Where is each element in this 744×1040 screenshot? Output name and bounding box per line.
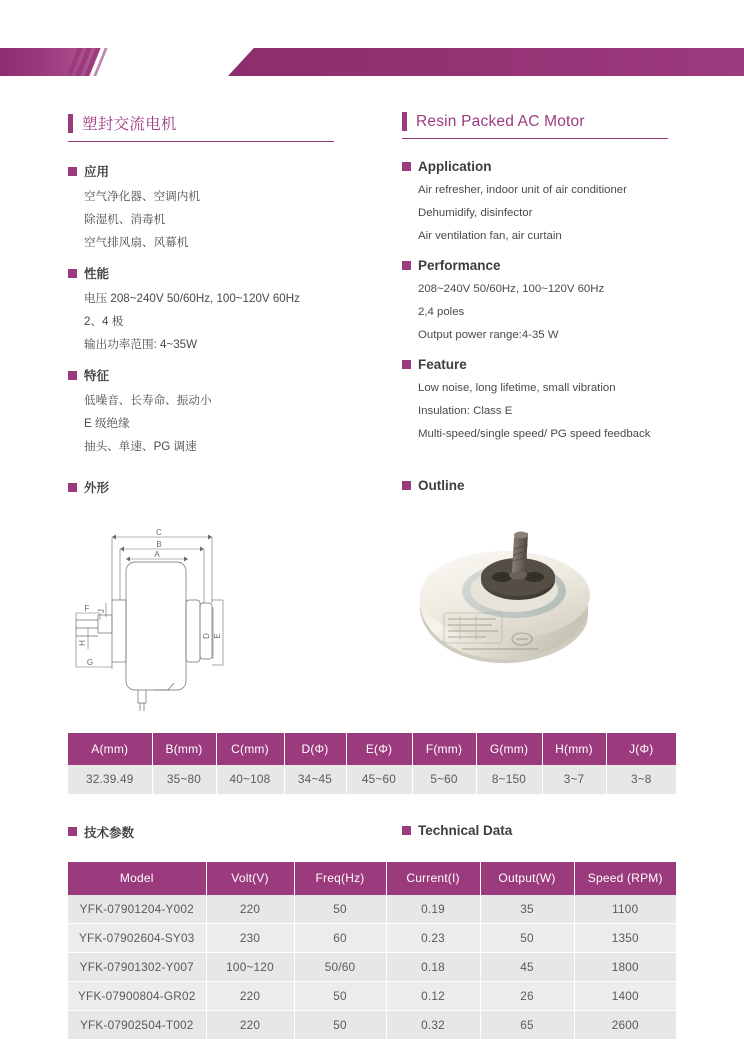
cell-model: YFK-07901302-Y007 (68, 953, 206, 982)
dim-label-A: A (154, 550, 160, 559)
body-line: 电压 208~240V 50/60Hz, 100~120V 60Hz (68, 287, 334, 310)
section-heading-tech-cn (68, 823, 334, 841)
outline-heading-row (0, 472, 744, 501)
dim-header-G: G(mm) (476, 733, 542, 765)
tech-header-model: Model (68, 862, 206, 895)
english-product-title (402, 112, 668, 139)
outline-heading-right (402, 472, 668, 501)
bullet-square-icon (68, 483, 77, 492)
body-line: Low noise, long lifetime, small vibration (402, 377, 668, 400)
body-line: Output power range:4-35 W (402, 324, 668, 347)
heading-label: Application (418, 159, 492, 174)
table-header-row (68, 733, 676, 765)
product-photo-container (402, 511, 668, 717)
tech-heading-left (68, 817, 334, 846)
banner-stripe-group (72, 48, 112, 76)
hub-cutout (524, 572, 544, 582)
dim-header-F: F(mm) (412, 733, 476, 765)
dim-header-E: E(Φ) (346, 733, 412, 765)
cell-current: 0.23 (386, 924, 480, 953)
dim-header-B: B(mm) (152, 733, 216, 765)
body-line: Dehumidify, disinfector (402, 202, 668, 225)
bullet-square-icon (68, 827, 77, 836)
bullet-square-icon (68, 167, 77, 176)
dim-value-H: 3~7 (542, 765, 606, 794)
heading-label: 性能 (84, 264, 109, 282)
cell-speed: 1400 (574, 982, 676, 1011)
tech-header-freq: Freq(Hz) (294, 862, 386, 895)
title-bar-accent (402, 112, 407, 131)
cell-freq: 50 (294, 982, 386, 1011)
hub-center (509, 571, 527, 580)
body-line: 抽头、单速、PG 调速 (68, 435, 334, 458)
bullet-square-icon (402, 481, 411, 490)
body-line: E 级绝缘 (68, 412, 334, 435)
motor-outline-drawing (68, 517, 334, 717)
body-line: 输出功率范围: 4~35W (68, 333, 334, 356)
bullet-square-icon (402, 360, 411, 369)
technical-drawing-container (68, 511, 334, 717)
dim-value-G: 8~150 (476, 765, 542, 794)
two-column-layout (0, 112, 744, 458)
heading-label: Outline (418, 478, 465, 493)
tech-header-speed: Speed (RPM) (574, 862, 676, 895)
cell-volt: 220 (206, 1011, 294, 1040)
cell-speed: 2600 (574, 1011, 676, 1040)
chinese-product-title (68, 112, 334, 142)
cell-speed: 1800 (574, 953, 676, 982)
cell-output: 50 (480, 924, 574, 953)
body-line: 除湿机、消毒机 (68, 208, 334, 231)
dim-label-B: B (156, 540, 161, 549)
cell-volt: 100~120 (206, 953, 294, 982)
cell-current: 0.18 (386, 953, 480, 982)
table-row (68, 765, 676, 794)
bullet-square-icon (402, 261, 411, 270)
top-banner (0, 48, 744, 76)
body-line: 空气净化器、空调内机 (68, 185, 334, 208)
dim-value-A: 32.39.49 (68, 765, 152, 794)
heading-label: 外形 (84, 478, 109, 496)
cell-current: 0.19 (386, 895, 480, 924)
heading-label: Feature (418, 357, 467, 372)
english-column (402, 112, 668, 458)
section-heading-performance-cn (68, 264, 334, 282)
body-line: Multi-speed/single speed/ PG speed feedback (402, 423, 668, 446)
technical-table-block (0, 862, 744, 1040)
cell-model: YFK-07902504-T002 (68, 1011, 206, 1040)
cell-volt: 220 (206, 982, 294, 1011)
table-row (68, 895, 676, 924)
dim-value-E: 45~60 (346, 765, 412, 794)
body-line: 空气排风扇、风幕机 (68, 231, 334, 254)
title-bar-accent (68, 114, 73, 133)
section-heading-outline-en (402, 478, 668, 493)
heading-label: 应用 (84, 162, 109, 180)
section-heading-performance-en (402, 258, 668, 273)
hub-cutout (492, 572, 512, 582)
cell-volt: 230 (206, 924, 294, 953)
technical-data-table (68, 862, 676, 1040)
dim-header-A: A(mm) (68, 733, 152, 765)
bullet-square-icon (68, 269, 77, 278)
body-line: Air ventilation fan, air curtain (402, 225, 668, 248)
table-header-row (68, 862, 676, 895)
cell-current: 0.32 (386, 1011, 480, 1040)
cell-output: 26 (480, 982, 574, 1011)
cell-freq: 50 (294, 1011, 386, 1040)
cell-speed: 1350 (574, 924, 676, 953)
body-line: 低噪音、长寿命、振动小 (68, 389, 334, 412)
tech-header-current: Current(I) (386, 862, 480, 895)
shaft-tip (514, 532, 528, 539)
dim-label-F: F (85, 604, 90, 613)
heading-label: Performance (418, 258, 501, 273)
dim-value-C: 40~108 (216, 765, 284, 794)
table-row (68, 1011, 676, 1040)
chinese-column (68, 112, 334, 458)
table-row (68, 982, 676, 1011)
cell-model: YFK-07901204-Y002 (68, 895, 206, 924)
heading-label: 技术参数 (84, 823, 134, 841)
cell-freq: 50/60 (294, 953, 386, 982)
dim-label-C: C (156, 528, 162, 537)
body-line: Air refresher, indoor unit of air conditioner (402, 179, 668, 202)
section-heading-application-en (402, 159, 668, 174)
section-heading-application-cn (68, 162, 334, 180)
cell-freq: 50 (294, 895, 386, 924)
dim-header-J: J(Φ) (606, 733, 676, 765)
cell-current: 0.12 (386, 982, 480, 1011)
dim-value-B: 35~80 (152, 765, 216, 794)
cell-speed: 1100 (574, 895, 676, 924)
section-heading-tech-en (402, 823, 668, 838)
section-heading-outline-cn (68, 478, 334, 496)
cell-output: 35 (480, 895, 574, 924)
heading-label: Technical Data (418, 823, 512, 838)
cell-output: 65 (480, 1011, 574, 1040)
section-heading-feature-en (402, 357, 668, 372)
dim-label-G: G (87, 658, 93, 667)
cell-model: YFK-07900804-GR02 (68, 982, 206, 1011)
body-line: 208~240V 50/60Hz, 100~120V 60Hz (402, 278, 668, 301)
motor-dimension-svg (68, 517, 334, 717)
tech-header-volt: Volt(V) (206, 862, 294, 895)
outline-visual-row (0, 511, 744, 717)
tech-header-output: Output(W) (480, 862, 574, 895)
body-line: 2,4 poles (402, 301, 668, 324)
bullet-square-icon (402, 826, 411, 835)
dim-value-J: 3~8 (606, 765, 676, 794)
tech-heading-row (0, 817, 744, 846)
table-row (68, 953, 676, 982)
content-area (0, 112, 744, 1040)
dim-label-D: D (202, 633, 211, 639)
cell-output: 45 (480, 953, 574, 982)
english-title-text: Resin Packed AC Motor (416, 113, 585, 131)
dim-label-E: E (213, 633, 222, 638)
motor-product-photo (402, 515, 668, 715)
motor-photo-svg (402, 515, 668, 715)
dimension-table (68, 733, 676, 795)
section-heading-feature-cn (68, 366, 334, 384)
cell-freq: 60 (294, 924, 386, 953)
banner-right-shape (228, 48, 744, 76)
dim-label-H: H (78, 640, 87, 646)
dim-value-D: 34~45 (284, 765, 346, 794)
dim-header-C: C(mm) (216, 733, 284, 765)
table-row (68, 924, 676, 953)
body-line: Insulation: Class E (402, 400, 668, 423)
body-line: 2、4 极 (68, 310, 334, 333)
chinese-title-text: 塑封交流电机 (82, 112, 177, 134)
dim-label-J: J (97, 609, 106, 613)
dimension-table-block (0, 733, 744, 795)
cell-volt: 220 (206, 895, 294, 924)
dim-header-H: H(mm) (542, 733, 606, 765)
bullet-square-icon (68, 371, 77, 380)
dim-header-D: D(Φ) (284, 733, 346, 765)
dim-value-F: 5~60 (412, 765, 476, 794)
tech-heading-right (402, 817, 668, 846)
heading-label: 特征 (84, 366, 109, 384)
bullet-square-icon (402, 162, 411, 171)
outline-heading-left (68, 472, 334, 501)
cell-model: YFK-07902604-SY03 (68, 924, 206, 953)
technical-table-body (68, 895, 676, 1040)
